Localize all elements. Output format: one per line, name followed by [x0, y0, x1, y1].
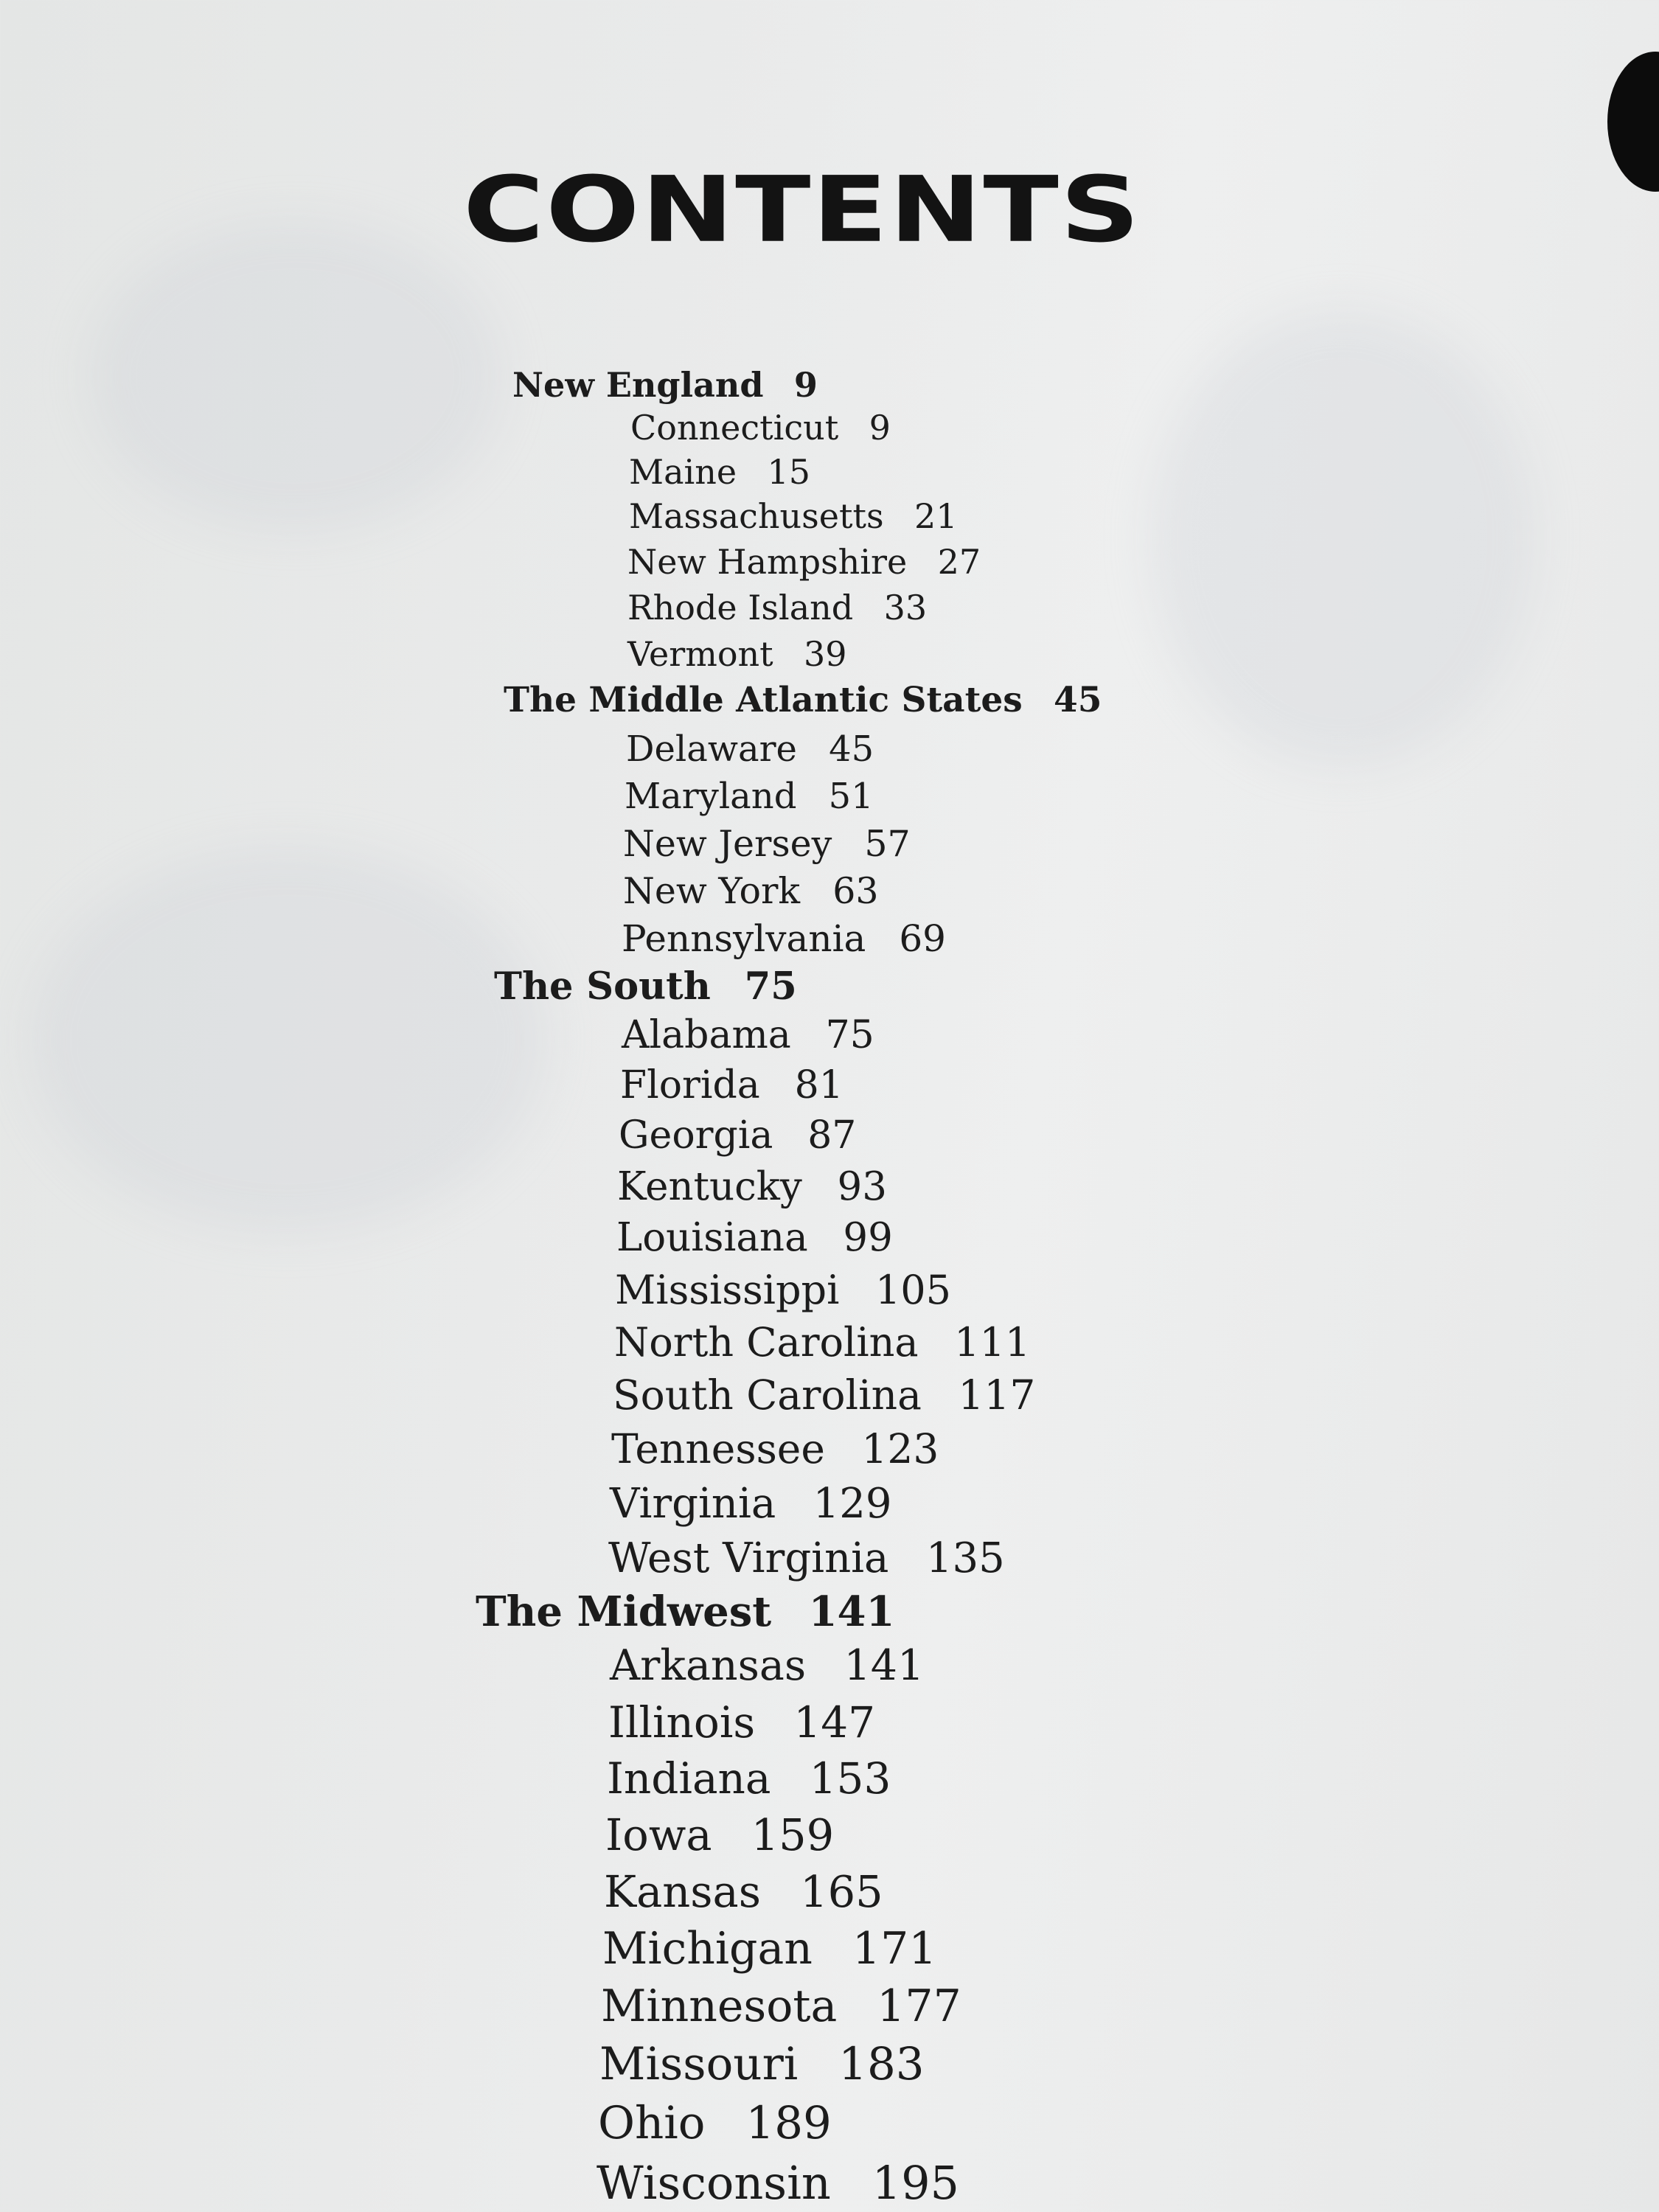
toc-page-number: 171	[852, 1923, 937, 1975]
toc-entry-west-virginia	[608, 1534, 1005, 1582]
toc-page-number: 177	[877, 1980, 961, 2032]
toc-page-number: 135	[925, 1534, 1005, 1582]
toc-page-number: 75	[744, 964, 797, 1009]
toc-entry-pennsylvania	[622, 917, 946, 960]
toc-page-number: 105	[874, 1267, 952, 1313]
toc-entry-title: Florida	[620, 1063, 760, 1107]
toc-page-number: 33	[883, 588, 928, 627]
toc-entry-title: Tennessee	[611, 1425, 825, 1472]
toc-entry-title: Michigan	[602, 1923, 813, 1975]
toc-entry-title: Virginia	[610, 1480, 776, 1528]
toc-entry-title: Kansas	[604, 1866, 761, 1917]
toc-entry-massachusetts	[629, 496, 958, 536]
toc-entry-title: Delaware	[626, 728, 797, 770]
toc-entry-title: North Carolina	[614, 1319, 919, 1366]
toc-entry-title: New York	[623, 870, 801, 912]
toc-entry-title: West Virginia	[608, 1534, 889, 1582]
toc-entry-rhode-island	[627, 588, 927, 627]
toc-page-number: 9	[793, 365, 818, 405]
toc-entry-title: Illinois	[608, 1697, 756, 1747]
toc-region-new-england	[512, 365, 818, 405]
toc-entry-title: Massachusetts	[629, 496, 884, 536]
toc-page-number: 183	[838, 2038, 925, 2090]
toc-entry-title: Maine	[629, 452, 737, 492]
toc-entry-title: Maryland	[625, 776, 797, 817]
toc-entry-title: Louisiana	[616, 1215, 808, 1260]
toc-entry-south-carolina	[613, 1371, 1035, 1419]
toc-region-the-midwest	[476, 1587, 894, 1636]
toc-page-number: 189	[745, 2097, 832, 2149]
toc-page-number: 123	[861, 1425, 939, 1472]
toc-entry-tennessee	[611, 1425, 939, 1472]
toc-entry-north-carolina	[614, 1319, 1030, 1366]
toc-entry-title: Arkansas	[610, 1641, 807, 1690]
toc-page-number: 117	[958, 1371, 1036, 1419]
toc-page-number: 129	[813, 1480, 892, 1528]
toc-page-number: 195	[872, 2156, 959, 2210]
toc-entry-title: Vermont	[627, 634, 773, 674]
toc-page-number: 111	[954, 1319, 1031, 1366]
toc-page-number: 87	[807, 1113, 857, 1158]
toc-entry-delaware	[626, 728, 874, 770]
toc-page-number: 45	[829, 728, 874, 770]
toc-entry-title: South Carolina	[613, 1371, 922, 1419]
toc-page-number: 99	[843, 1215, 893, 1260]
toc-page-number: 159	[751, 1809, 835, 1860]
toc-region-the-south	[494, 964, 797, 1009]
toc-page-number: 93	[837, 1164, 887, 1209]
toc-entry-title: Indiana	[607, 1753, 771, 1804]
toc-entry-new-york	[623, 870, 879, 912]
toc-entry-michigan	[602, 1923, 936, 1975]
toc-entry-title: Mississippi	[615, 1267, 840, 1313]
toc-entry-title: New England	[512, 365, 764, 405]
toc-page-number: 69	[899, 917, 946, 960]
toc-entry-title: Georgia	[619, 1113, 773, 1158]
toc-page-number: 51	[828, 776, 874, 817]
toc-entry-illinois	[608, 1697, 875, 1747]
toc-page-number: 147	[793, 1697, 876, 1747]
toc-entry-new-hampshire	[627, 542, 981, 582]
toc-page-number: 165	[800, 1866, 883, 1917]
toc-entry-title: New Hampshire	[627, 542, 908, 582]
toc-entry-title: Alabama	[622, 1013, 791, 1057]
toc-page-number: 153	[809, 1753, 891, 1804]
toc-entry-title: New Jersey	[623, 823, 832, 865]
toc-page-number: 15	[767, 452, 811, 492]
toc-entry-virginia	[610, 1480, 892, 1528]
toc-page-number: 141	[808, 1587, 895, 1636]
toc-entry-kentucky	[617, 1164, 887, 1209]
toc-entry-ohio	[598, 2097, 832, 2149]
toc-entry-indiana	[607, 1753, 891, 1804]
toc-page-number: 9	[869, 408, 891, 448]
toc-entry-title: Missouri	[599, 2038, 799, 2090]
toc-page-number: 39	[804, 634, 847, 674]
toc-entry-title: Iowa	[605, 1809, 712, 1860]
toc-entry-vermont	[627, 634, 847, 674]
toc-page-number: 45	[1054, 680, 1102, 720]
toc-entry-maine	[629, 452, 810, 492]
toc-entry-kansas	[604, 1866, 883, 1917]
toc-entry-missouri	[599, 2038, 925, 2090]
toc-entry-title: Wisconsin	[597, 2156, 831, 2210]
toc-entry-wisconsin	[597, 2156, 959, 2210]
toc-page-number: 75	[825, 1013, 874, 1057]
toc-page-number: 21	[914, 496, 958, 536]
toc-entry-title: Connecticut	[630, 408, 839, 448]
toc-entry-florida	[620, 1063, 844, 1107]
toc-entry-title: Pennsylvania	[622, 917, 866, 960]
toc-entry-title: Kentucky	[617, 1164, 802, 1209]
toc-entry-title: Minnesota	[601, 1980, 838, 2032]
toc-page-number: 27	[937, 542, 981, 582]
toc-entry-title: The Midwest	[476, 1587, 772, 1636]
toc-entry-georgia	[619, 1113, 856, 1158]
toc-entry-title: The South	[494, 964, 711, 1009]
toc-entry-iowa	[605, 1809, 834, 1860]
toc-page-number: 57	[864, 823, 911, 865]
contents-heading: CONTENTS	[463, 157, 1141, 263]
toc-entry-alabama	[622, 1013, 874, 1057]
toc-entry-mississippi	[615, 1267, 951, 1313]
toc-region-the-middle-atlantic-states	[504, 680, 1102, 720]
toc-entry-new-jersey	[623, 823, 911, 865]
toc-entry-minnesota	[601, 1980, 961, 2032]
toc-page-number: 81	[794, 1063, 844, 1107]
toc-entry-arkansas	[610, 1641, 924, 1690]
toc-page-number: 63	[832, 870, 879, 912]
toc-entry-title: The Middle Atlantic States	[504, 680, 1023, 720]
toc-entry-title: Rhode Island	[627, 588, 854, 627]
toc-entry-title: Ohio	[598, 2097, 706, 2149]
toc-page-number: 141	[844, 1641, 925, 1690]
toc-entry-connecticut	[630, 408, 891, 448]
toc-entry-maryland	[625, 776, 874, 817]
toc-entry-louisiana	[616, 1215, 893, 1260]
